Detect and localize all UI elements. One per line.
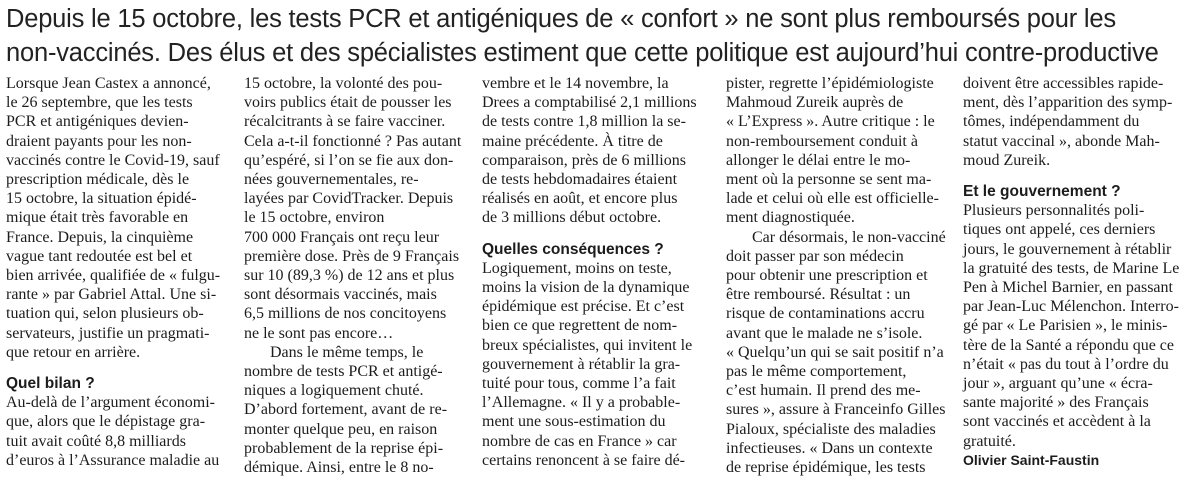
text-line: ment diagnostiquée. bbox=[726, 209, 855, 227]
author-signature: Olivier Saint-Faustin bbox=[963, 451, 1100, 468]
text-line: layées par CovidTracker. Depuis bbox=[244, 190, 454, 208]
text-line: de 3 millions début octobre. bbox=[482, 209, 662, 227]
text-line: niques a logiquement chuté. bbox=[244, 382, 424, 400]
text-line: vaccinés contre le Covid-19, sauf bbox=[6, 151, 220, 169]
text-line: PCR et antigéniques devien- bbox=[6, 113, 189, 131]
text-line: comparaison, près de 6 millions bbox=[482, 151, 686, 169]
article-column-3 bbox=[482, 74, 710, 470]
text-line: mique était très favorable en bbox=[6, 209, 189, 227]
text-line: Dans le même temps, le bbox=[270, 343, 424, 361]
section-subheading: Quel bilan ? bbox=[6, 375, 95, 393]
article-column-5 bbox=[963, 74, 1185, 470]
text-line: breux spécialistes, qui invitent le bbox=[482, 336, 693, 354]
text-line: monter quelque peu, en raison bbox=[244, 420, 438, 438]
section-subheading: Quelles conséquences ? bbox=[482, 240, 664, 258]
text-line: la gratuité des tests, de Marine Le bbox=[963, 259, 1180, 277]
text-line: sont vaccinés et accèdent à la bbox=[963, 413, 1151, 431]
paragraph bbox=[482, 74, 710, 228]
text-line: risque de contaminations accru bbox=[726, 305, 925, 323]
text-line: pister, regrette l’épidémiologiste bbox=[726, 75, 934, 92]
text-line: statut vaccinal », abonde Mah- bbox=[963, 132, 1160, 150]
text-line: Mahmoud Zureik auprès de bbox=[726, 94, 904, 112]
text-line: lade et celui où elle est officielle- bbox=[726, 190, 939, 208]
text-line: prescription médicale, dès le bbox=[6, 171, 190, 189]
text-line: Lorsque Jean Castex a annoncé, bbox=[6, 75, 211, 92]
text-line: servateurs, justifie un pragmati- bbox=[6, 324, 210, 342]
section-spacer bbox=[963, 170, 1185, 182]
text-line: gouvernement à rétablir la gra- bbox=[482, 355, 681, 373]
text-line: Logiquement, moins on teste, bbox=[482, 259, 672, 277]
text-line: probablement de la reprise épi- bbox=[244, 439, 444, 457]
text-line: draient payants pour les non- bbox=[6, 132, 192, 150]
text-line: moud Zureik. bbox=[963, 151, 1051, 169]
text-line: pas le même comportement, bbox=[726, 363, 907, 381]
text-line: ment une sous-estimation du bbox=[482, 413, 666, 431]
text-line: le 26 septembre, que les tests bbox=[6, 94, 193, 112]
text-line: bien ce que regrettent de nom- bbox=[482, 317, 678, 335]
text-line: sures », assure à Franceinfo Gilles bbox=[726, 401, 946, 419]
text-line: être remboursé. Résultat : un bbox=[726, 286, 911, 304]
text-line: ment, dès l’apparition des symp- bbox=[963, 94, 1173, 112]
paragraph bbox=[963, 201, 1185, 451]
text-line: le 15 octobre, environ bbox=[244, 209, 385, 227]
text-line: maine précédente. À titre de bbox=[482, 132, 663, 150]
text-line: 15 octobre, la volonté des pou- bbox=[244, 75, 443, 92]
text-line: « L’Express ». Autre critique : le bbox=[726, 113, 935, 131]
article-headline bbox=[6, 2, 1182, 70]
text-line: 6,5 millions de nos concitoyens bbox=[244, 305, 447, 323]
text-line: voirs publics était de pousser les bbox=[244, 94, 452, 112]
text-line: sont désormais vaccinés, mais bbox=[244, 286, 437, 304]
section-spacer bbox=[482, 228, 710, 240]
text-line: sante majorité » des Français bbox=[963, 394, 1149, 412]
text-line: nombre de cas en France » car bbox=[482, 432, 677, 450]
text-line: tiques ont appelé, ces derniers bbox=[963, 221, 1156, 239]
paragraph bbox=[244, 74, 470, 343]
text-line: tère de la Santé a répondu que ce bbox=[963, 336, 1175, 354]
text-line: rante » par Gabriel Attal. Une si- bbox=[6, 286, 217, 304]
article-column-4 bbox=[726, 74, 948, 477]
text-line: qu’espéré, si l’on se fie aux don- bbox=[244, 151, 454, 169]
text-line: première dose. Près de 9 Français bbox=[244, 247, 460, 265]
text-line: d’euros à l’Assurance maladie au bbox=[6, 451, 220, 469]
text-line: « Quelqu’un qui se sait positif n’a bbox=[726, 343, 944, 361]
article-column-1 bbox=[6, 74, 232, 470]
text-line: l’Allemagne. « Il y a probable- bbox=[482, 394, 681, 412]
paragraph bbox=[6, 74, 232, 362]
text-line: gratuité. bbox=[963, 432, 1016, 450]
text-line: démique. Ainsi, entre le 8 no- bbox=[244, 459, 434, 477]
text-line: pour obtenir une prescription et bbox=[726, 267, 928, 285]
text-line: réalisés en août, et encore plus bbox=[482, 190, 678, 208]
text-line: tuité pour tous, comme l’a fait bbox=[482, 375, 676, 393]
section-spacer bbox=[6, 362, 232, 374]
text-line: nombre de tests PCR et antigé- bbox=[244, 363, 443, 381]
headline-line-1: Depuis le 15 octobre, les tests PCR et antigéniques de « confort » ne sont plus remboursés pour les bbox=[6, 5, 1116, 33]
text-line: ment où la personne se sent ma- bbox=[726, 171, 932, 189]
text-line: tuation qui, selon plusieurs ob- bbox=[6, 305, 204, 323]
text-line: avant que le malade ne s’isole. bbox=[726, 324, 923, 342]
text-line: tuit avait coûté 8,8 milliards bbox=[6, 432, 186, 450]
headline-line-2: non-vaccinés. Des élus et des spécialistes estiment que cette politique est aujourd’hui contre-productive bbox=[6, 39, 1159, 67]
text-line: par Jean-Luc Mélenchon. Interro- bbox=[963, 298, 1179, 316]
text-line: certains renoncent à se faire dé- bbox=[482, 451, 685, 469]
text-line: jour », arguant qu’une « écra- bbox=[963, 375, 1153, 393]
text-line: bien arrivée, qualifiée de « fulgu- bbox=[6, 267, 221, 285]
text-line: Cela a-t-il fonctionné ? Pas autant bbox=[244, 132, 462, 150]
text-line: Pialoux, spécialiste des maladies bbox=[726, 420, 936, 438]
text-line: D’abord fortement, avant de re- bbox=[244, 401, 448, 419]
text-line: ne le sont pas encore… bbox=[244, 324, 394, 342]
text-line: gé par « Le Parisien », le minis- bbox=[963, 317, 1168, 335]
text-line: jours, le gouvernement à rétablir bbox=[963, 240, 1172, 258]
text-line: c’est humain. Il prend des me- bbox=[726, 382, 921, 400]
text-line: doivent être accessibles rapide- bbox=[963, 75, 1164, 92]
text-line: France. Depuis, la cinquième bbox=[6, 228, 194, 246]
text-line: vague tant redoutée est bel et bbox=[6, 247, 193, 265]
text-line: Drees a comptabilisé 2,1 millions bbox=[482, 94, 697, 112]
paragraph bbox=[6, 393, 232, 470]
text-line: de tests contre 1,8 million la se- bbox=[482, 113, 686, 131]
section-subheading: Et le gouvernement ? bbox=[963, 183, 1121, 201]
paragraph bbox=[726, 74, 948, 228]
paragraph bbox=[963, 74, 1185, 170]
text-line: que retour en arrière. bbox=[6, 343, 141, 361]
text-line: nées gouvernementales, re- bbox=[244, 171, 419, 189]
text-line: épidémique est précise. Et c’est bbox=[482, 298, 685, 316]
text-line: que, alors que le dépistage gra- bbox=[6, 413, 206, 431]
text-line: 15 octobre, la situation épidé- bbox=[6, 190, 197, 208]
text-line: Au-delà de l’argument économi- bbox=[6, 394, 215, 412]
text-line: Car désormais, le non-vacciné bbox=[752, 228, 946, 246]
text-line: Pen à Michel Barnier, en passant bbox=[963, 279, 1173, 297]
text-line: infectieuses. « Dans un contexte bbox=[726, 439, 933, 457]
text-line: n’était « pas du tout à l’ordre du bbox=[963, 355, 1169, 373]
text-line: tômes, indépendamment du bbox=[963, 113, 1140, 131]
text-line: récalcitrants à se faire vacciner. bbox=[244, 113, 446, 131]
text-line: allonger le délai entre le mo- bbox=[726, 151, 911, 169]
text-line: moins la vision de la dynamique bbox=[482, 279, 690, 297]
paragraph bbox=[482, 259, 710, 470]
text-line: vembre et le 14 novembre, la bbox=[482, 75, 669, 92]
text-line: non-remboursement conduit à bbox=[726, 132, 918, 150]
text-line: 700 000 Français ont reçu leur bbox=[244, 228, 440, 246]
text-line: doit passer par son médecin bbox=[726, 247, 904, 265]
text-line: Plusieurs personnalités poli- bbox=[963, 202, 1145, 220]
article-column-2 bbox=[244, 74, 470, 477]
paragraph bbox=[726, 228, 948, 477]
paragraph bbox=[244, 343, 470, 477]
text-line: de reprise épidémique, les tests bbox=[726, 459, 926, 477]
text-line: sur 10 (89,3 %) de 12 ans et plus bbox=[244, 267, 455, 285]
text-line: de tests hebdomadaires étaient bbox=[482, 171, 678, 189]
